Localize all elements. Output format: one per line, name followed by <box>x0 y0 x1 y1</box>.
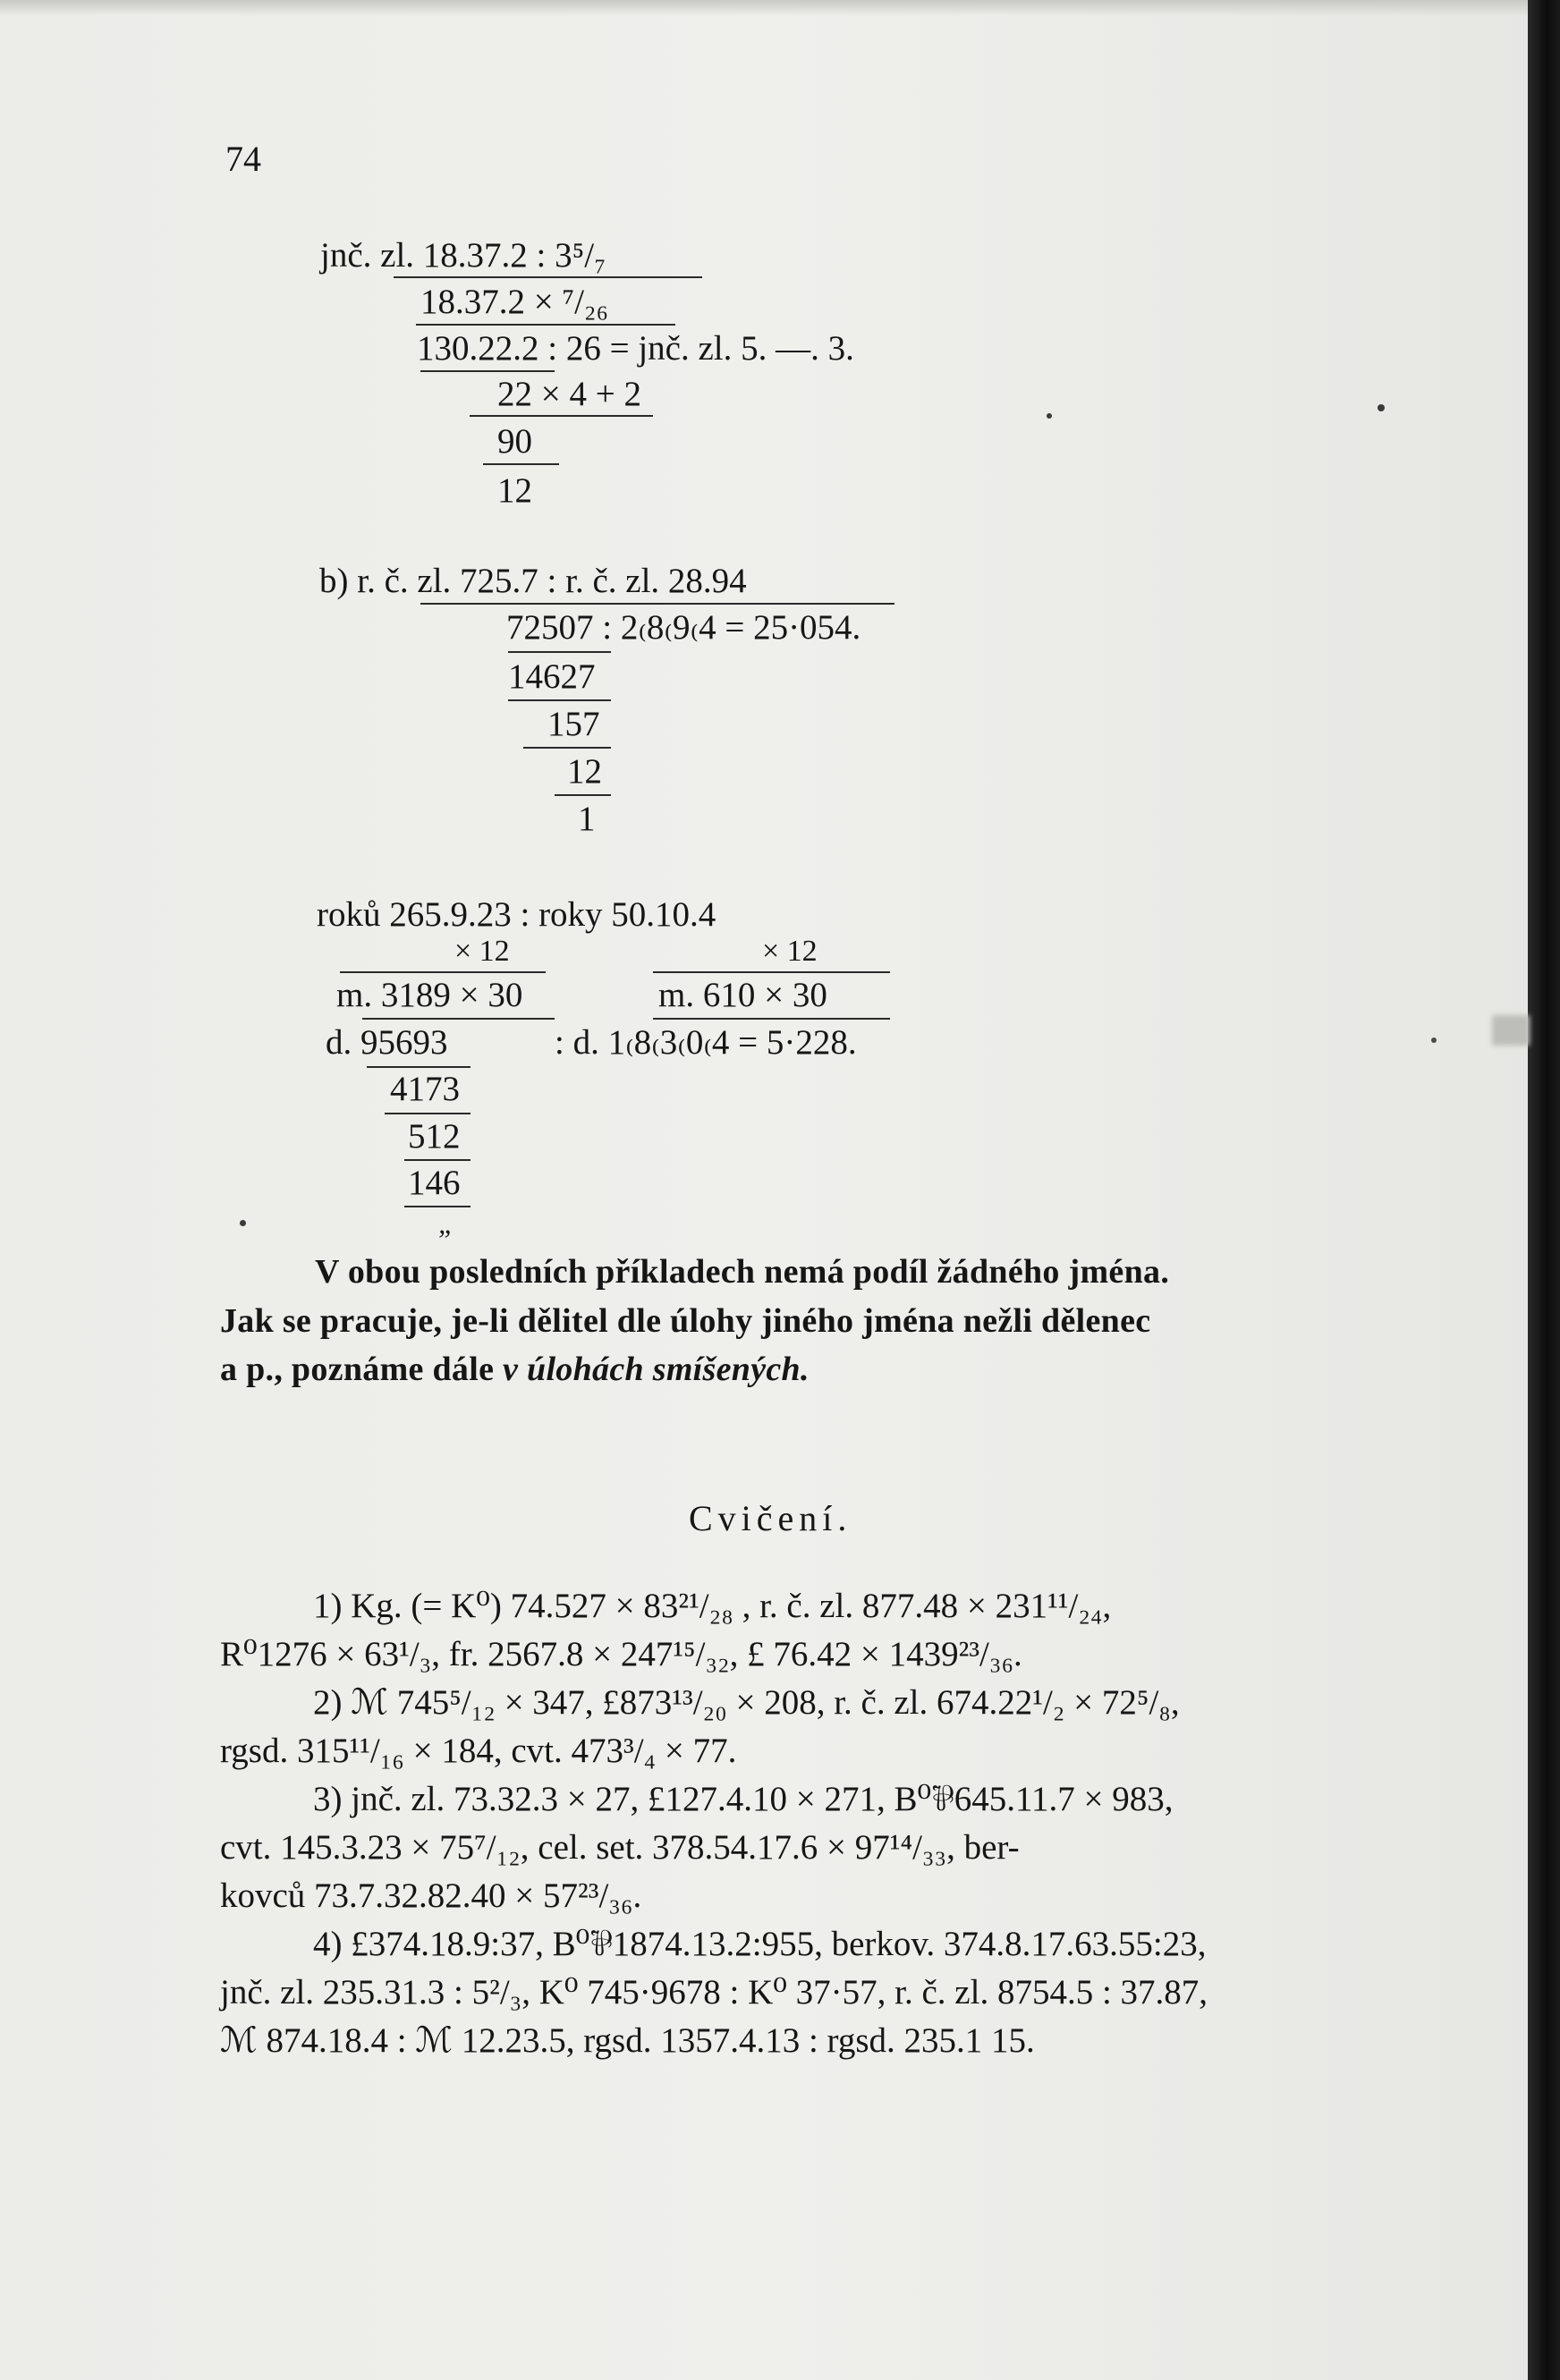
exercise-3-line-2: cvt. 145.3.23 × 75⁷/₁₂, cel. set. 378.54.17.6 × 97¹⁴/₃₃, ber- <box>220 1828 1020 1867</box>
exercise-4-line-3: ℳ 874.18.4 : ℳ 12.23.5, rgsd. 1357.4.13 : rgsd. 235.1 15. <box>220 2021 1035 2060</box>
rule <box>523 747 611 749</box>
rule <box>555 794 611 796</box>
block-c-multiplier-left: × 12 <box>454 935 510 968</box>
rule <box>420 603 894 605</box>
block-c-line-3-left: m. 3189 × 30 <box>336 976 523 1014</box>
rule <box>483 463 559 465</box>
scan-speck <box>1431 1038 1437 1043</box>
exercise-1-line-2: R⁰1276 × 63¹/₃, fr. 2567.8 × 247¹⁵/₃₂, £ 76.42 × 1439²³/₃₆. <box>220 1635 1022 1673</box>
scan-speck <box>1378 404 1385 411</box>
block-a-line-3: 130.22.2 : 26 = jnč. zl. 5. —. 3. <box>417 329 854 368</box>
paragraph-line-3 <box>220 1352 810 1386</box>
block-c-line-7: 146 <box>408 1164 461 1202</box>
exercise-4-line-2: jnč. zl. 235.31.3 : 5²/₃, K⁰ 745·9678 : K⁰ 37·57, r. č. zl. 8754.5 : 37.87, <box>220 1973 1208 2012</box>
rule <box>420 370 555 372</box>
rule <box>362 1018 555 1020</box>
block-a-line-1: jnč. zl. 18.37.2 : 3⁵/₇ <box>320 236 606 275</box>
exercise-1-line-1: 1) Kg. (= K⁰) 74.527 × 83²¹/₂₈ , r. č. zl. 877.48 × 231¹¹/₂₄, <box>313 1587 1112 1625</box>
block-b-line-3: 14627 <box>508 657 596 696</box>
block-c-line-4-left: d. 95693 <box>326 1023 448 1062</box>
rule <box>653 971 890 973</box>
block-c-multiplier-right: × 12 <box>762 935 818 968</box>
rule <box>385 1113 471 1114</box>
rule <box>416 324 675 326</box>
scan-speck <box>1492 1015 1530 1046</box>
paragraph-line-3-plain: a p., poznáme dále <box>220 1351 504 1388</box>
rule <box>394 276 702 278</box>
block-b-line-2: 72507 : 2₍8₍9₍4 = 25·054. <box>506 608 861 647</box>
page-top-shadow <box>0 0 1560 16</box>
rule <box>470 415 653 417</box>
block-a-line-6: 12 <box>497 471 532 510</box>
rule <box>508 651 611 653</box>
block-c-line-4-right: : d. 1₍8₍3₍0₍4 = 5·228. <box>555 1023 857 1062</box>
block-b-line-6: 1 <box>578 800 596 838</box>
block-c-line-8: „ <box>438 1207 454 1240</box>
block-a-line-5: 90 <box>497 422 532 461</box>
rule <box>508 699 611 701</box>
block-c-line-6: 512 <box>408 1117 461 1156</box>
exercise-3-line-1: 3) jnč. zl. 73.32.3 × 27, £127.4.10 × 271, B⁰⅌645.11.7 × 983, <box>313 1780 1174 1818</box>
scan-speck <box>1047 413 1052 419</box>
exercise-2-line-1: 2) ℳ 745⁵/₁₂ × 347, £873¹³/₂₀ × 208, r. č. zl. 674.22¹/₂ × 72⁵/₈, <box>313 1683 1180 1722</box>
paragraph-line-3-italic: v úlohách smíšených. <box>503 1351 810 1388</box>
rule <box>340 971 546 973</box>
paragraph-line-2: Jak se pracuje, je-li dělitel dle úlohy jiného jména nežli dělenec <box>220 1302 1151 1340</box>
block-b-line-5: 12 <box>567 752 602 791</box>
exercise-4-line-1: 4) £374.18.9:37, B⁰⅌1874.13.2:955, berkov. 374.8.17.63.55:23, <box>313 1925 1207 1963</box>
rule <box>404 1206 471 1207</box>
block-c-line-5: 4173 <box>390 1070 460 1108</box>
exercise-3-line-3: kovců 73.7.32.82.40 × 57²³/₃₆. <box>220 1876 642 1915</box>
rule <box>653 1018 890 1020</box>
rule <box>367 1066 471 1068</box>
paragraph-line-1: V obou posledních příkladech nemá podíl žádného jména. <box>315 1253 1170 1291</box>
block-a-line-2: 18.37.2 × ⁷/₂₆ <box>420 283 609 321</box>
block-c-line-1: roků 265.9.23 : roky 50.10.4 <box>317 895 716 934</box>
page-number: 74 <box>225 139 261 179</box>
block-a-line-4: 22 × 4 + 2 <box>497 375 641 413</box>
page-binding-edge <box>1528 0 1560 2380</box>
scan-speck <box>240 1220 246 1226</box>
rule <box>404 1159 471 1161</box>
block-b-line-1: b) r. č. zl. 725.7 : r. č. zl. 28.94 <box>319 562 747 600</box>
block-b-line-4: 157 <box>547 705 600 743</box>
block-c-line-3-right: m. 610 × 30 <box>658 976 827 1014</box>
section-heading: Cvičení. <box>689 1498 852 1538</box>
exercise-2-line-2: rgsd. 315¹¹/₁₆ × 184, cvt. 473³/₄ × 77. <box>220 1732 737 1770</box>
